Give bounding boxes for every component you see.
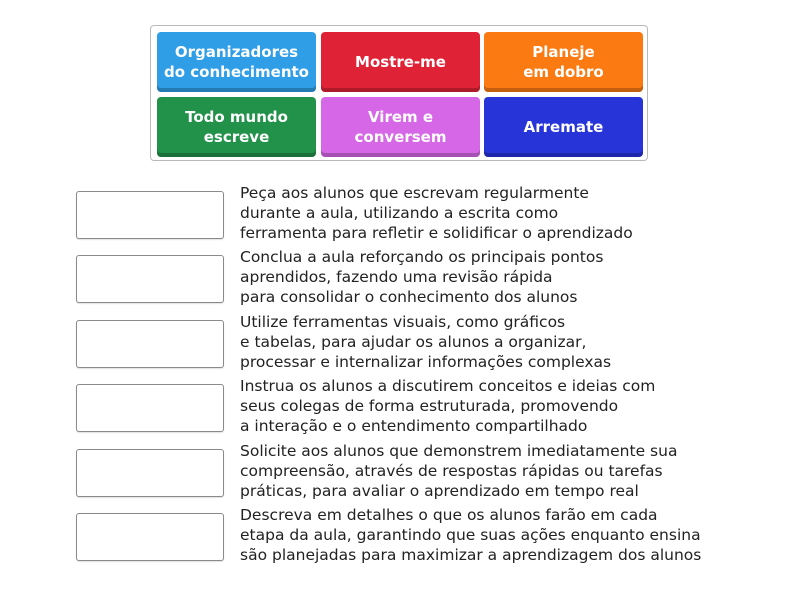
tile-organizadores-do-conhecimento[interactable]: Organizadores do conhecimento	[157, 32, 316, 92]
answer-drop-box[interactable]	[76, 449, 224, 497]
tile-todo-mundo-escreve[interactable]: Todo mundo escreve	[157, 97, 316, 157]
answer-drop-box[interactable]	[76, 513, 224, 561]
answer-drop-box[interactable]	[76, 320, 224, 368]
description-text: Conclua a aula reforçando os principais pontos aprendidos, fazendo uma revisão rápida para consolidar o conhecimento dos alunos	[240, 248, 604, 306]
match-row	[76, 506, 756, 569]
match-row	[76, 442, 756, 505]
tile-arremate[interactable]: Arremate	[484, 97, 643, 157]
match-row	[76, 184, 756, 247]
answer-drop-box[interactable]	[76, 191, 224, 239]
answer-drop-box[interactable]	[76, 255, 224, 303]
description-text: Instrua os alunos a discutirem conceitos e ideias com seus colegas de forma estruturada, promovendo a interação e o entendimento compartilhado	[240, 377, 656, 435]
answer-tile-bank	[150, 25, 648, 161]
description-text: Utilize ferramentas visuais, como gráficos e tabelas, para ajudar os alunos a organizar, processar e internalizar informações complexas	[240, 313, 612, 371]
match-row	[76, 313, 756, 376]
match-row	[76, 248, 756, 311]
description-text: Solicite aos alunos que demonstrem imediatamente sua compreensão, através de respostas rápidas ou tarefas práticas, para avaliar o aprendizado em tempo real	[240, 442, 678, 500]
match-row	[76, 377, 756, 440]
tile-planeje-em-dobro[interactable]: Planeje em dobro	[484, 32, 643, 92]
answer-drop-box[interactable]	[76, 384, 224, 432]
description-text: Peça aos alunos que escrevam regularmente durante a aula, utilizando a escrita como ferramenta para refletir e solidificar o aprendizado	[240, 184, 633, 242]
tile-virem-e-conversem[interactable]: Virem e conversem	[321, 97, 480, 157]
tile-mostre-me[interactable]: Mostre-me	[321, 32, 480, 92]
description-text: Descreva em detalhes o que os alunos farão em cada etapa da aula, garantindo que suas ações enquanto ensina são planejadas para maximizar a aprendizagem dos alunos	[240, 506, 702, 564]
